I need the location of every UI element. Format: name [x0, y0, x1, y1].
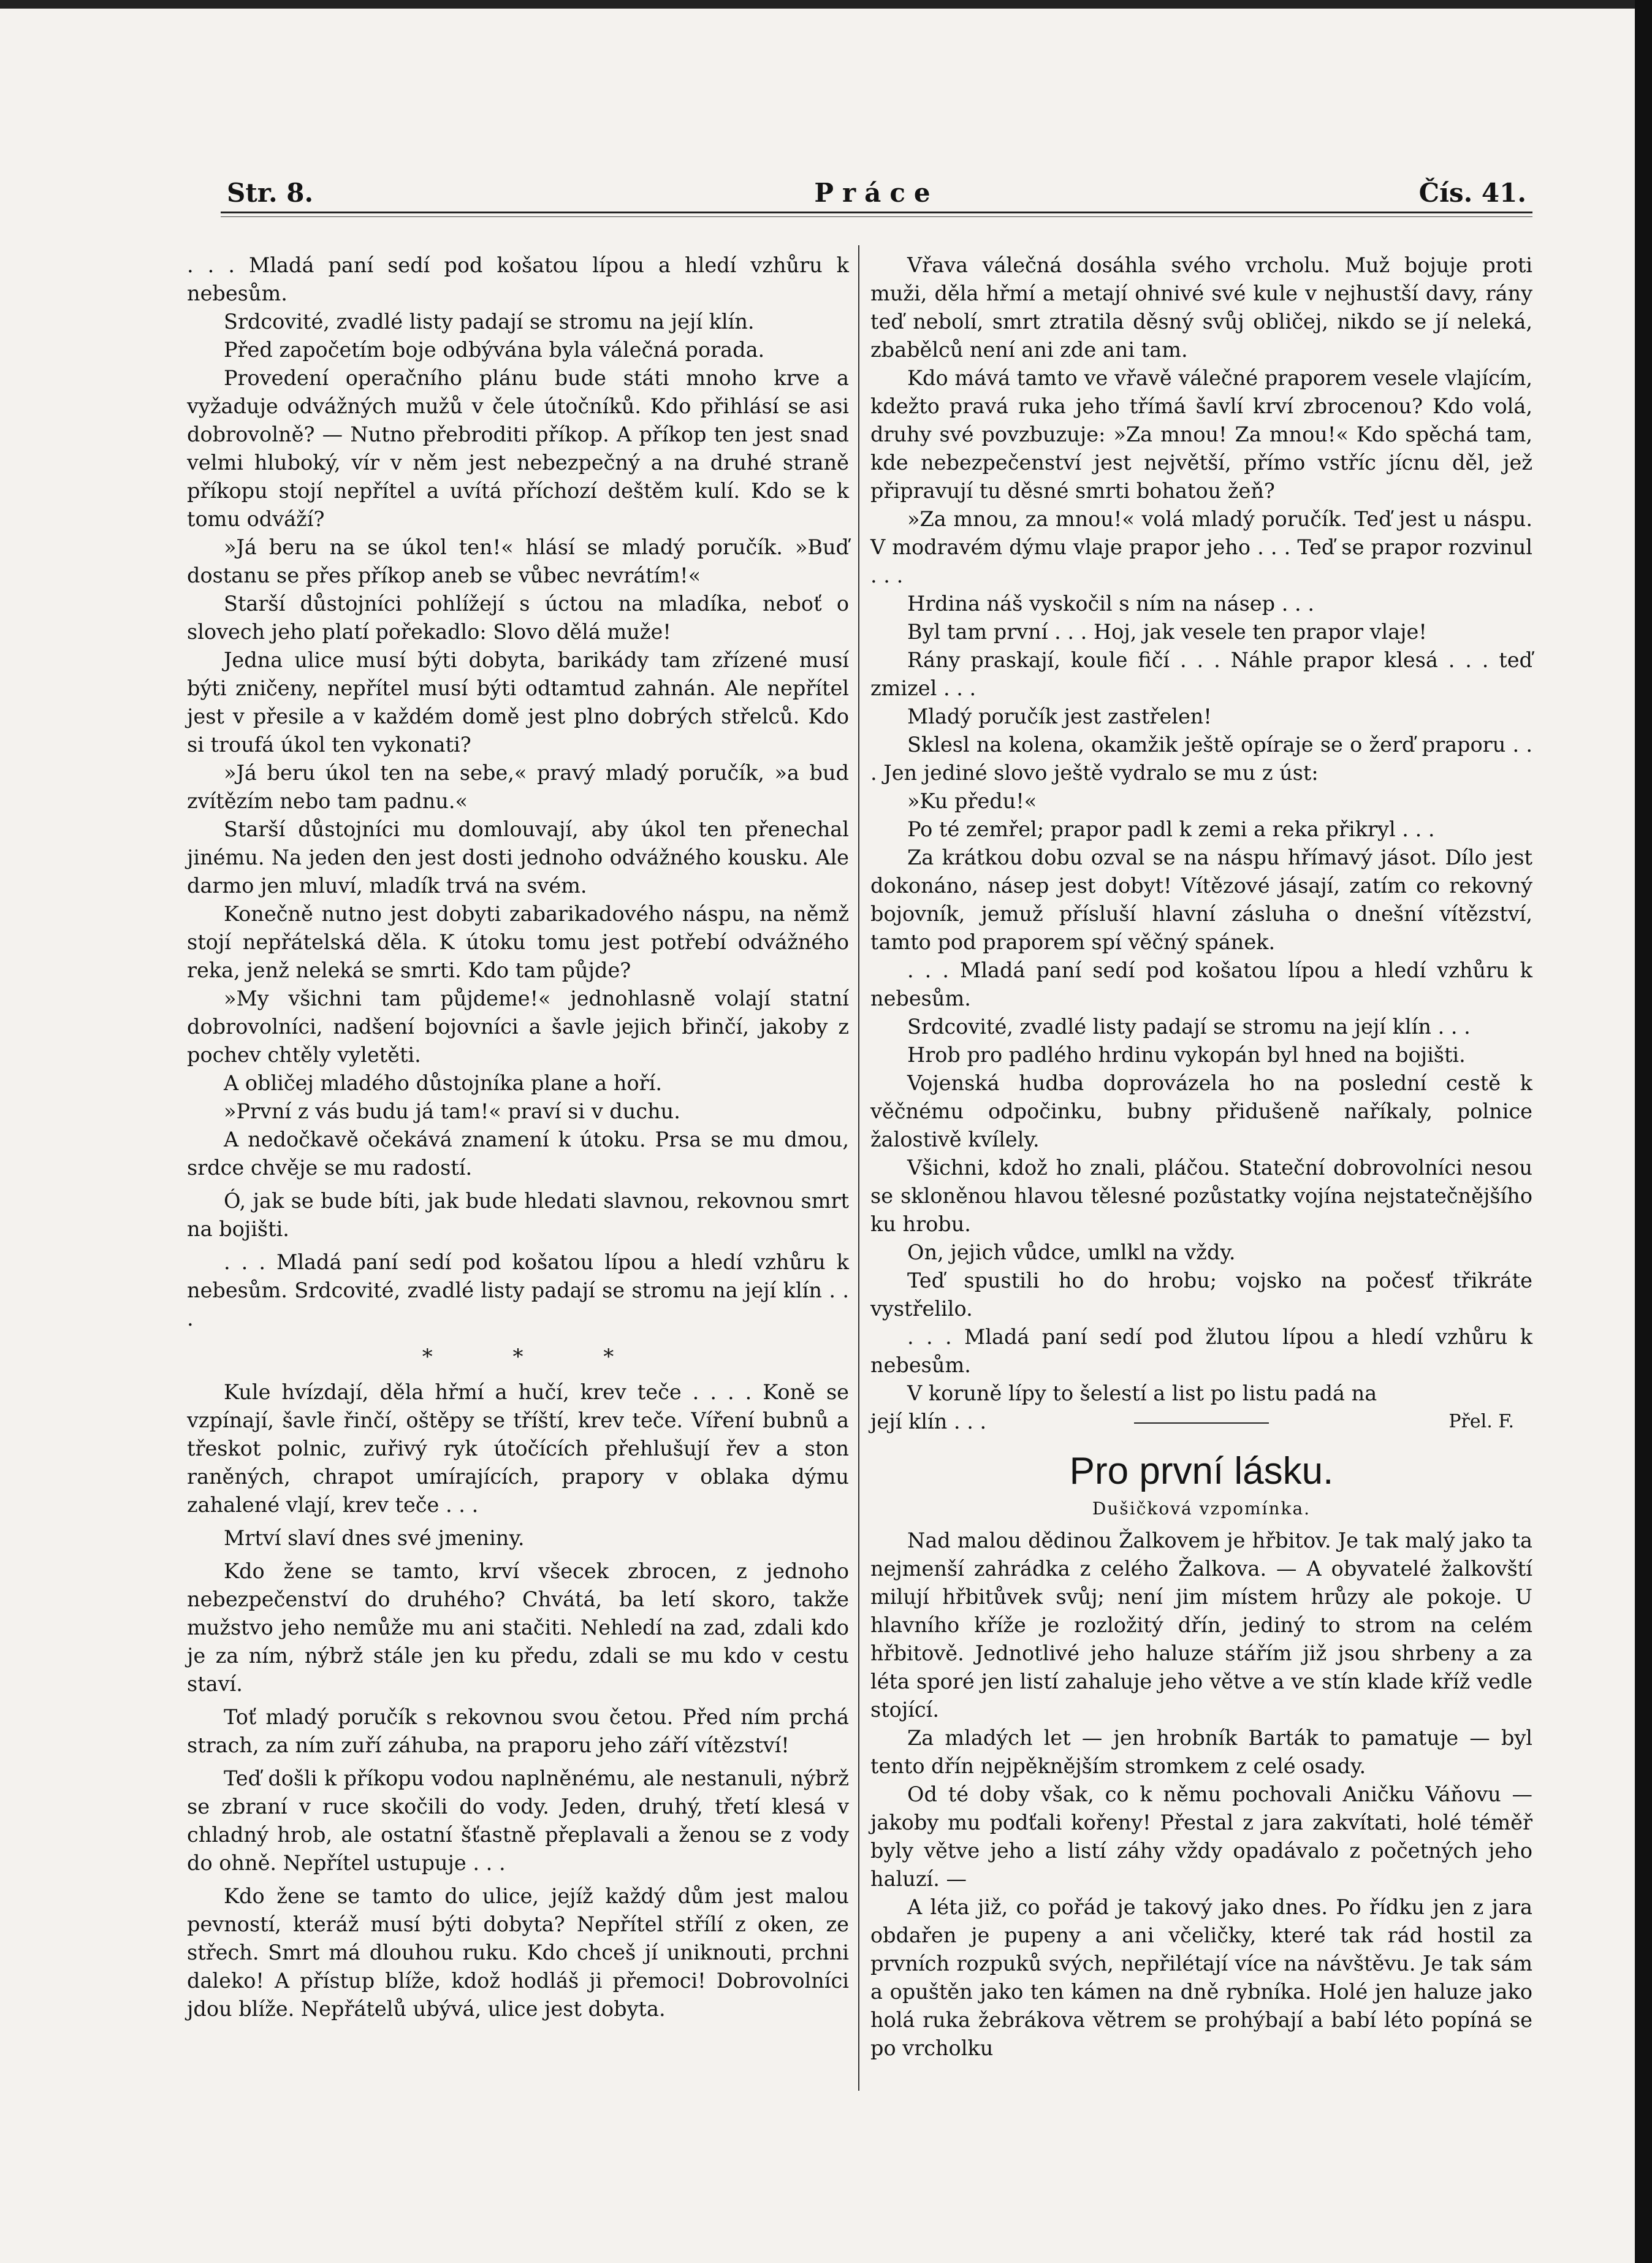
- paragraph: Kdo žene se tamto do ulice, jejíž každý dům jest malou pevností, kteráž musí býti dobyta? Nepřítel střílí z oken, ze střech. Smrt má dlouhou ruku. Kdo chceš jí uniknouti, prchni daleko! A přístup blíže, kdož hodláš ji přemoci! Dobrovolníci jdou blíže. Nepřátelů ubývá, ulice jest dobyta.: [187, 1884, 849, 2021]
- header-rule: [221, 212, 1532, 213]
- closing-rule: [1134, 1422, 1269, 1424]
- paragraph: Hrob pro padlého hrdinu vykopán byl hned na bojišti.: [907, 1043, 1466, 1067]
- article-title: Pro první lásku.: [1069, 1450, 1334, 1492]
- section-divider-stars: * * *: [422, 1345, 651, 1369]
- paragraph: . . . Mladá paní sedí pod košatou lípou a hledí vzhůru k nebesům. Srdcovité, zvadlé listy padají se stromu na její klín . . .: [187, 1250, 849, 1330]
- paragraph: Kdo žene se tamto, krví všecek zbrocen, z jednoho nebezpečenství do druhého? Chvátá, ba letí skoro, takže mužstvo jeho nemůže mu ani stačiti. Nehledí na zad, zdali kdo je za ním, nýbrž stále jen ku předu, zdali se mu kdo v cestu staví.: [187, 1559, 849, 1696]
- paragraph: »Já beru na se úkol ten!« hlásí se mladý poručík. »Buď dostanu se přes příkop aneb se vůbec nevrátím!«: [187, 535, 849, 587]
- paragraph: A obličej mladého důstojníka plane a hoří.: [224, 1071, 662, 1095]
- paragraph: Ó, jak se bude bíti, jak bude hledati slavnou, rekovnou smrt na bojišti.: [187, 1189, 849, 1241]
- column-separator: [858, 245, 859, 2091]
- scan-right-edge: [1635, 0, 1652, 2263]
- header-rule-thin: [221, 216, 1532, 217]
- paragraph: Všichni, kdož ho znali, pláčou. Stateční dobrovolníci nesou se skloněnou hlavou tělesné pozůstatky vojína nejstatečnějšího ku hrobu.: [870, 1156, 1532, 1236]
- paragraph: Starší důstojníci mu domlouvají, aby úkol ten přenechal jinému. Na jeden den jest dosti jednoho odvážného kousku. Ale darmo jen mluví, mladík trvá na svém.: [187, 817, 849, 898]
- paragraph: »Ku předu!«: [907, 789, 1037, 813]
- paragraph: Nad malou dědinou Žalkovem je hřbitov. Je tak malý jako ta nejmenší zahrádka z celého Žalkova. — A obyvatelé žalkovští milují hřbitůvek svůj; není jim místem hrůzy ale pokoje. U hlavního kříže je rozložitý dřín, jediný to strom na celém hřbitově. Jednotlivé jeho haluze stářím již jsou shrbeny a za léta sporé jen listí zahaluje jeho větve a ve stín klade kříž vedle stojící.: [870, 1528, 1532, 1722]
- paragraph: Teď došli k příkopu vodou naplněnému, ale nestanuli, nýbrž se zbraní v ruce skočili do vody. Jeden, druhý, třetí klesá v chladný hrob, ale ostatní šťastně přeplavali a ženou se z vody do ohně. Nepřítel ustupuje . . .: [187, 1766, 849, 1875]
- paragraph: Starší důstojníci pohlížejí s úctou na mladíka, neboť o slovech jeho platí pořekadlo: Slovo dělá muže!: [187, 592, 849, 644]
- paragraph: A nedočkavě očekává znamení k útoku. Prsa se mu dmou, srdce chvěje se mu radostí.: [187, 1128, 849, 1180]
- scan-top-edge: [0, 0, 1652, 9]
- paragraph: Vojenská hudba doprovázela ho na poslední cestě k věčnému odpočinku, bubny přidušeně naříkaly, polnice žalostivě kvílely.: [870, 1071, 1532, 1151]
- paragraph: »První z vás budu já tam!« praví si v duchu.: [224, 1099, 680, 1123]
- translator-signature: Přel. F.: [1448, 1411, 1514, 1432]
- paragraph: . . . Mladá paní sedí pod žlutou lípou a hledí vzhůru k nebesům.: [870, 1325, 1532, 1377]
- paragraph: Za krátkou dobu ozval se na náspu hřímavý jásot. Dílo jest dokonáno, násep jest dobyt! Vítězové jásají, zatím co rekovný bojovník, jemuž přísluší hlavní zásluha o dnešní vítězství, tamto pod praporem spí věčný spánek.: [870, 845, 1532, 954]
- newspaper-title: Práce: [814, 178, 939, 208]
- paragraph: Mrtví slaví dnes své jmeniny.: [224, 1526, 525, 1550]
- closing-line: [870, 1408, 1532, 1436]
- paragraph: Rány praskají, koule fičí . . . Náhle prapor klesá . . . teď zmizel . . .: [870, 648, 1532, 700]
- paragraph: »My všichni tam půjdeme!« jednohlasně volají statní dobrovolníci, nadšení bojovníci a šavle jejich břinčí, jakoby z pochev chtěly vyletěti.: [187, 986, 849, 1067]
- paragraph: Kdo mává tamto ve vřavě válečné praporem vesele vlajícím, kdežto pravá ruka jeho třímá šavlí krví zbrocenou? Kdo volá, druhy své povzbuzuje: »Za mnou! Za mnou!« Kdo spěchá tam, kde nebezpečenství jest největší, přímo vstříc jícnu děl, jež připravují tu děsné smrti bohatou žeň?: [870, 366, 1532, 503]
- paragraph: Srdcovité, zvadlé listy padají se stromu na její klín . . .: [907, 1015, 1471, 1039]
- right-column: [870, 251, 1532, 2063]
- paragraph: Od té doby však, co k němu pochovali Aničku Váňovu — jakoby mu podťali kořeny! Přestal z jara zakvítati, holé téměř byly větve jeho a listí záhy vždy opadávalo z početných jeho haluzí. —: [870, 1782, 1532, 1891]
- issue-number: Čís. 41.: [1418, 178, 1526, 208]
- paragraph: Teď spustili ho do hrobu; vojsko na počesť třikráte vystřelilo.: [870, 1269, 1532, 1321]
- paragraph: On, jejich vůdce, umlkl na vždy.: [907, 1240, 1236, 1264]
- page-number: Str. 8.: [227, 178, 314, 208]
- article-subtitle: Dušičková vzpomínka.: [1092, 1498, 1311, 1519]
- left-column: [187, 251, 849, 2023]
- paragraph: Hrdina náš vyskočil s ním na násep . . .: [907, 592, 1314, 616]
- paragraph: Jedna ulice musí býti dobyta, barikády tam zřízené musí býti zničeny, nepřítel musí býti odtamtud zahnán. Ale nepřítel jest v přesile a v každém domě jest plno dobrých střelců. Kdo si troufá úkol ten vykonati?: [187, 648, 849, 757]
- paragraph: . . . Mladá paní sedí pod košatou lípou a hledí vzhůru k nebesům.: [187, 253, 849, 305]
- paragraph: . . . Mladá paní sedí pod košatou lípou a hledí vzhůru k nebesům.: [870, 958, 1532, 1010]
- paragraph: Provedení operačního plánu bude státi mnoho krve a vyžaduje odvážných mužů v čele útočníků. Kdo přihlásí se asi dobrovolně? — Nutno přebroditi příkop. A příkop ten jest snad velmi hluboký, vír v něm jest nebezpečný a na druhé straně příkopu stojí nepřítel a uvítá příchozí deštěm kulí. Kdo se k tomu odváží?: [187, 366, 849, 531]
- paragraph: Toť mladý poručík s rekovnou svou četou. Před ním prchá strach, za ním zuří záhuba, na praporu jeho září vítězství!: [187, 1705, 849, 1757]
- paragraph: Před započetím boje odbývána byla válečná porada.: [224, 338, 765, 362]
- paragraph: Za mladých let — jen hrobník Barták to pamatuje — byl tento dřín nejpěknějším stromkem z celé osady.: [870, 1726, 1532, 1778]
- closing-text: její klín . . .: [870, 1410, 987, 1433]
- paragraph: Byl tam první . . . Hoj, jak vesele ten prapor vlaje!: [907, 620, 1427, 644]
- paragraph: Sklesl na kolena, okamžik ještě opíraje se o žerď praporu . . . Jen jediné slovo ještě vydralo se mu z úst:: [870, 733, 1532, 785]
- paragraph: »Já beru úkol ten na sebe,« pravý mladý poručík, »a bud zvítězím nebo tam padnu.«: [187, 761, 849, 813]
- paragraph: Kule hvízdají, děla hřmí a hučí, krev teče . . . . Koně se vzpínají, šavle řinčí, oštěpy se tříští, krev teče. Víření bubnů a třeskot polnic, zuřivý ryk útočících přehlušují řev a ston raněných, chrapot umírajících, prapory v oblaka dýmu zahalené vlají, krev teče . . .: [187, 1380, 849, 1517]
- paragraph: Po té zemřel; prapor padl k zemi a reka přikryl . . .: [907, 817, 1435, 841]
- paragraph: Mladý poručík jest zastřelen!: [907, 704, 1212, 728]
- paragraph: Konečně nutno jest dobyti zabarikadového náspu, na němž stojí nepřátelská děla. K útoku tomu jest potřebí odvážného reka, jenž neleká se smrti. Kdo tam půjde?: [187, 902, 849, 982]
- page-header: [221, 172, 1532, 215]
- paragraph: Srdcovité, zvadlé listy padají se stromu na její klín.: [224, 310, 755, 334]
- paragraph: »Za mnou, za mnou!« volá mladý poručík. Teď jest u náspu. V modravém dýmu vlaje prapor jeho . . . Teď se prapor rozvinul . . .: [870, 507, 1532, 587]
- paragraph: A léta již, co pořád je takový jako dnes. Po řídku jen z jara obdařen je pupeny a ani včeličky, které tak rád hostil za prvních rozpuků svých, nepřilétají více na návštěvu. Je tak sám a opuštěn jako ten kámen na dně rybníka. Holé jen haluze jako holá ruka žebrákova větrem se prohýbají a babí léto popíná se po vrcholku: [870, 1895, 1532, 2060]
- paragraph: Vřava válečná dosáhla svého vrcholu. Muž bojuje proti muži, děla hřmí a metají ohnivé své kule v nejhustší davy, rány teď nebolí, smrt ztratila děsný svůj obličej, nikdo se jí neleká, zbabělců není ani zde ani tam.: [870, 253, 1532, 362]
- paragraph: V koruně lípy to šelestí a list po listu padá na: [907, 1381, 1377, 1405]
